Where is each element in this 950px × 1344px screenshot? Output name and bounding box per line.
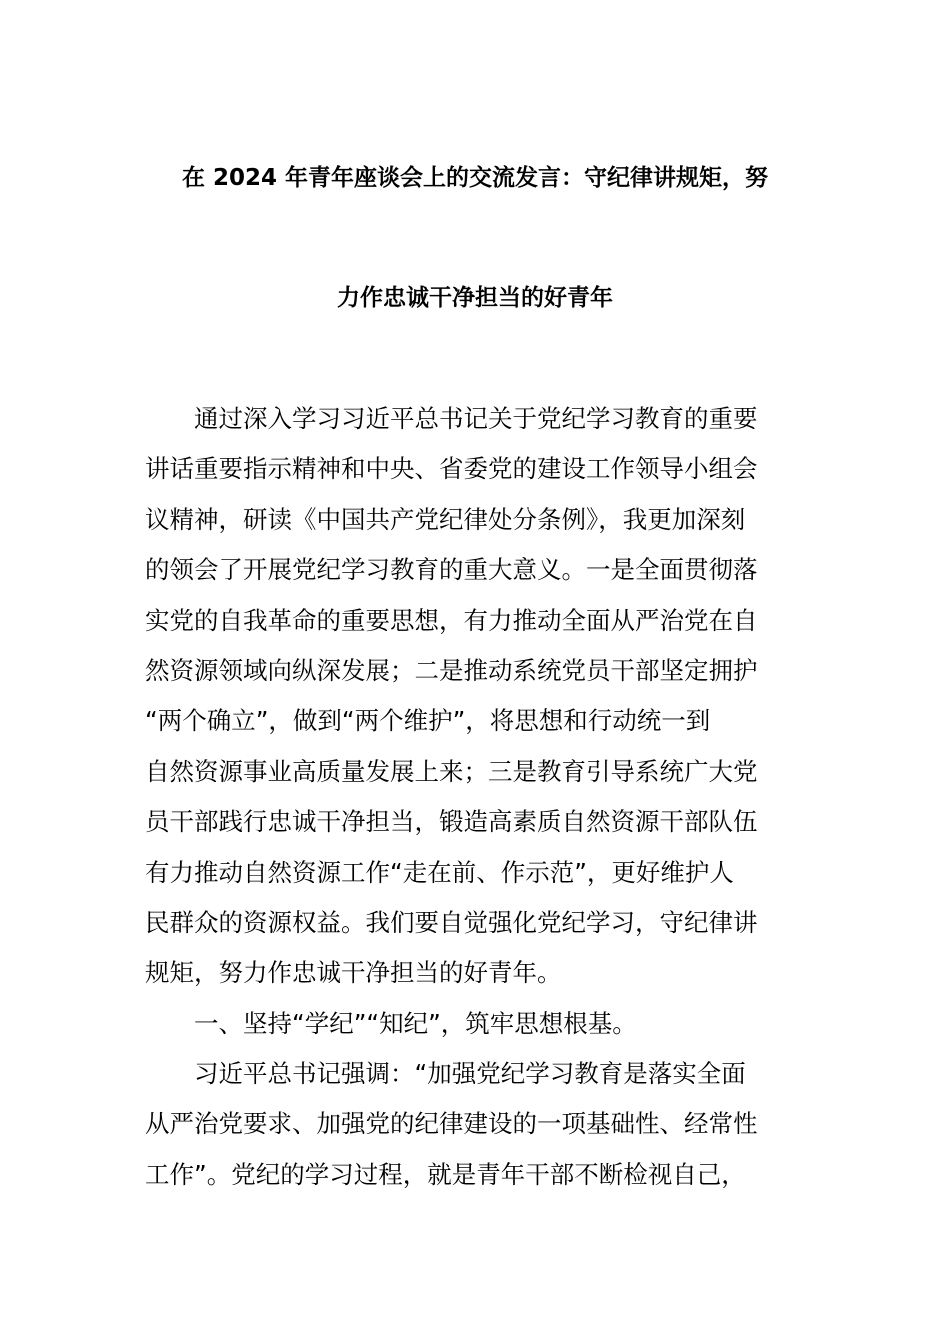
body-line: 通过深入学习习近平总书记关于党纪学习教育的重要 — [145, 404, 758, 433]
body-line: 讲话重要指示精神和中央、省委党的建设工作领导小组会 — [145, 454, 758, 484]
body-line: 实党的自我革命的重要思想，有力推动全面从严治党在自 — [145, 605, 758, 635]
body-line: 从严治党要求、加强党的纪律建设的一项基础性、经常性 — [145, 1109, 758, 1139]
section-heading: 一、坚持“学纪”“知纪”，筑牢思想根基。 — [145, 1008, 637, 1038]
body-line: 自然资源事业高质量发展上来；三是教育引导系统广大党 — [145, 756, 758, 786]
body-line: 议精神，研读《中国共产党纪律处分条例》，我更加深刻 — [145, 504, 746, 534]
body-line: 工作”。党纪的学习过程，就是青年干部不断检视自己， — [145, 1159, 746, 1189]
document-title-line-2: 力作忠诚干净担当的好青年 — [337, 285, 613, 311]
body-line: 民群众的资源权益。我们要自觉强化党纪学习，守纪律讲 — [145, 907, 758, 937]
document-body — [145, 394, 815, 1200]
body-line: 员干部践行忠诚干净担当，锻造高素质自然资源干部队伍 — [145, 807, 758, 837]
document-title-line-1: 在 2024 年青年座谈会上的交流发言：守纪律讲规矩，努 — [181, 165, 769, 191]
body-line: 然资源领域向纵深发展；二是推动系统党员干部坚定拥护 — [145, 655, 758, 685]
body-line: 规矩，努力作忠诚干净担当的好青年。 — [145, 958, 562, 988]
body-line: “两个确立”，做到“两个维护”，将思想和行动统一到 — [145, 706, 711, 736]
body-line: 的领会了开展党纪学习教育的重大意义。一是全面贯彻落 — [145, 555, 758, 585]
body-line: 习近平总书记强调：“加强党纪学习教育是落实全面 — [145, 1059, 746, 1089]
body-line: 有力推动自然资源工作“走在前、作示范”，更好维护人 — [145, 857, 734, 887]
